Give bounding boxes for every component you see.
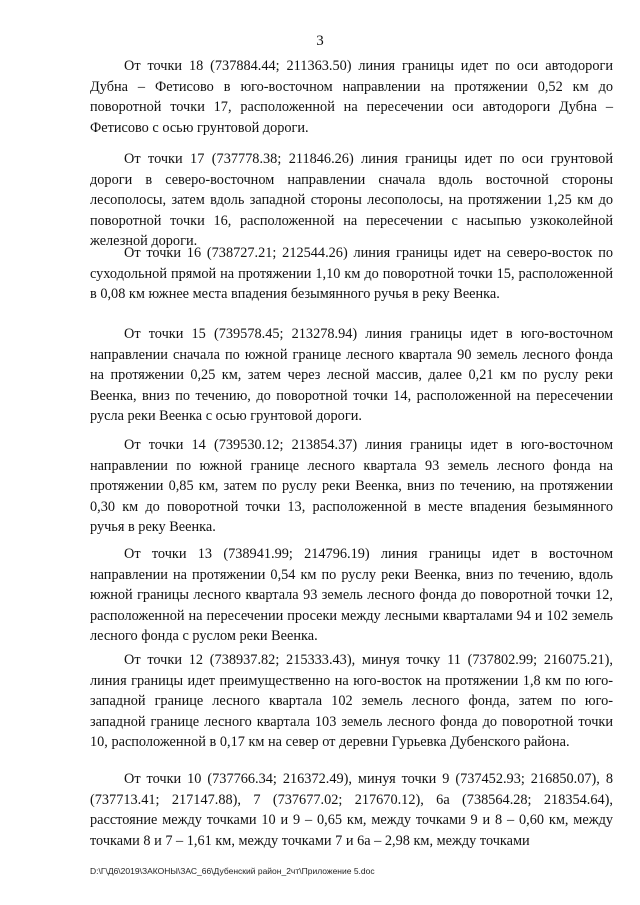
paragraph-point-18: От точки 18 (737884.44; 211363.50) линия границы идет по оси автодороги Дубна – Фетисово в юго-восточном направлении на протяжении 0,52 км до поворотной точки 17, расположенной на пересечении оси автодороги Дубна – Фетисово с осью грунтовой дороги.	[90, 58, 613, 136]
paragraph-point-14: От точки 14 (739530.12; 213854.37) линия границы идет в юго-восточном направлении по южной границе лесного квартала 93 земель лесного фонда на протяжении 0,85 км, затем по руслу реки Веенка, вниз по течению, на протяжении 0,30 км до поворотной точки 13, расположенной в месте впадения безымянного ручья в реку Веенка.	[90, 437, 613, 536]
paragraph-point-15: От точки 15 (739578.45; 213278.94) линия границы идет в юго-восточном направлении сначала по южной границе лесного квартала 90 земель лесного фонда на протяжении 0,25 км, затем через лесной массив, далее 0,21 км по руслу реки Веенка, вниз по течению, до поворотной точки 14, расположенной на пересечении русла реки Веенка с осью грунтовой дороги.	[90, 326, 613, 425]
paragraph-point-13: От точки 13 (738941.99; 214796.19) линия границы идет в восточном направлении на протяжении 0,54 км по руслу реки Веенка, вниз по течению, вдоль южной границы лесного квартала 93 земель лесного фонда до поворотной точки 12, расположенной на пересечении просеки между лесными кварталами 94 и 102 земель лесного фонда с руслом реки Веенка.	[90, 546, 613, 645]
file-path-footer: D:\Г\Д6\2019\ЗАКОНЫ\ЗАС_66\Дубенский район_2чт\Приложение 5.doc	[90, 866, 375, 876]
paragraph-point-16: От точки 16 (738727.21; 212544.26) линия границы идет на северо-восток по суходольной прямой на протяжении 1,10 км до поворотной точки 15, расположенной в 0,08 км южнее места впадения безымянного ручья в реку Веенка.	[90, 245, 613, 303]
paragraph-point-10: От точки 10 (737766.34; 216372.49), минуя точки 9 (737452.93; 216850.07), 8 (737713.41; 217147.88), 7 (737677.02; 217670.12), 6а (738564.28; 218354.64), расстояние между точками 10 и 9 – 0,65 км, между точками 9 и 8 – 0,60 км, между точками 8 и 7 – 1,61 км, между точками 7 и 6а – 2,98 км, между точками	[90, 771, 613, 849]
page-number: 3	[316, 33, 324, 49]
paragraph-point-12: От точки 12 (738937.82; 215333.43), минуя точку 11 (737802.99; 216075.21), линия границы идет преимущественно на юго-восток на протяжении 1,8 км по юго-западной границе лесного квартала 102 земель лесного фонда, затем по юго-западной границе лесного квартала 103 земель лесного фонда до поворотной точки 10, расположенной в 0,17 км на север от деревни Гурьевка Дубенского района.	[90, 652, 613, 751]
paragraph-point-17: От точки 17 (737778.38; 211846.26) линия границы идет по оси грунтовой дороги в северо-восточном направлении сначала вдоль восточной стороны лесополосы, затем вдоль западной стороны лесополосы, на протяжении 1,25 км до поворотной точки 16, расположенной на пересечении с насыпью узкоколейной железной дороги.	[90, 151, 613, 250]
